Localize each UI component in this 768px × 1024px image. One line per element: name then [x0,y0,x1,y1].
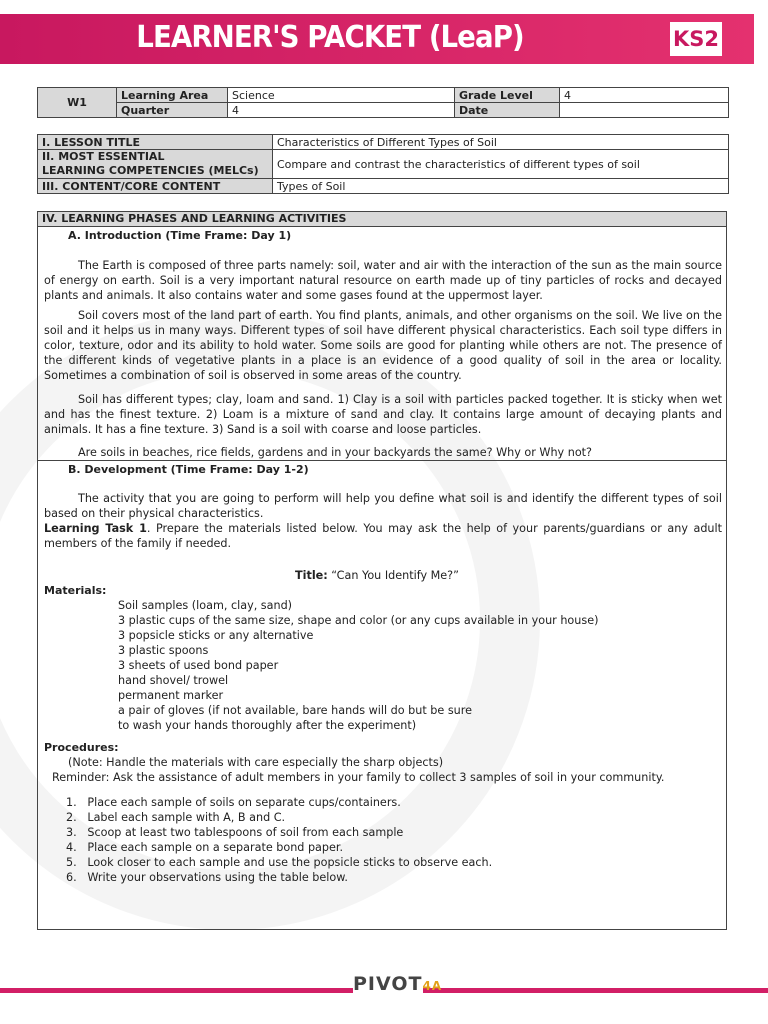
content-value: Types of Soil [273,179,729,194]
lesson-title-label: I. LESSON TITLE [38,135,273,150]
quarter-value: 4 [228,103,455,118]
procedures-reminder: Reminder: Ask the assistance of adult members in your family to collect 3 samples of soil in your community. [52,771,665,784]
procedure-step: 2. Label each sample with A, B and C. [66,811,286,824]
learning-area-label: Learning Area [117,88,228,103]
melcs-value: Compare and contrast the characteristics of different types of soil [273,150,729,179]
pivot-logo: PIVOT4A [353,970,423,998]
header-banner [0,14,754,64]
introduction-section [37,211,727,461]
learning-task-paragraph [44,521,722,551]
material-item: 3 popsicle sticks or any alternative [118,629,314,642]
material-item: hand shovel/ trowel [118,674,229,687]
procedure-step: 3. Scoop at least two tablespoons of soil from each sample [66,826,404,839]
materials-label: Materials: [44,584,107,597]
activity-title-text: “Can You Identify Me?” [331,569,459,582]
intro-paragraph-3: Soil has different types; clay, loam and sand. 1) Clay is a soil with particles packed together. It is sticky when wet and has the finest texture. 2) Loam is a mixture of sand and clay. It contains large amount of decaying plants and animals. It has a fine texture. 3) Sand is a soil with coarse and loose particles. [44,393,722,436]
introduction-heading: A. Introduction (Time Frame: Day 1) [68,229,292,242]
lesson-title-value: Characteristics of Different Types of Soil [273,135,729,150]
procedures-note: (Note: Handle the materials with care especially the sharp objects) [68,756,444,769]
intro-paragraph-1: The Earth is composed of three parts namely: soil, water and air with the interaction of the sun as the main source of energy on earth. Soil is a very important natural resource on earth made up of tiny particles of rocks and decayed plants and animals. It also contains water and some gases found at the uppermost layer. [44,259,722,302]
date-value [560,103,729,118]
activity-title-label: Title: [295,569,328,582]
grade-level-value: 4 [560,88,729,103]
material-item: permanent marker [118,689,224,702]
material-item: 3 sheets of used bond paper [118,659,279,672]
materials-list [118,598,598,733]
intro-question: Are soils in beaches, rice fields, gardens and in your backyards the same? Why or Why not? [78,446,592,459]
development-paragraph: The activity that you are going to perform will help you define what soil is and identify the different types of soil based on their physical characteristics. [44,492,722,520]
development-heading: B. Development (Time Frame: Day 1-2) [68,463,309,476]
packet-title: LEARNER'S PACKET (LeaP) [136,20,524,55]
ks2-badge: KS2 [670,22,722,56]
procedure-steps [66,795,492,885]
melcs-label: II. MOST ESSENTIAL LEARNING COMPETENCIES (MELCs) [38,150,273,179]
lesson-table [37,134,729,194]
material-item: a pair of gloves (if not available, bare hands will do but be sure [118,704,473,717]
activity-title [295,569,459,582]
date-label: Date [455,103,560,118]
week-cell: W1 [38,88,117,118]
procedure-step: 4. Place each sample on a separate bond paper. [66,841,344,854]
quarter-label: Quarter [117,103,228,118]
development-section [37,461,727,930]
procedure-step: 5. Look closer to each sample and use the popsicle sticks to observe each. [66,856,493,869]
content-label: III. CONTENT/CORE CONTENT [38,179,273,194]
phases-title: IV. LEARNING PHASES AND LEARNING ACTIVITIES [38,212,726,227]
material-item: 3 plastic cups of the same size, shape and color (or any cups available in your house) [118,614,599,627]
material-item: to wash your hands thoroughly after the experiment) [118,719,417,732]
grade-level-label: Grade Level [455,88,560,103]
learning-area-value: Science [228,88,455,103]
learning-task-text: . Prepare the materials listed below. You may ask the help of your parents/guardians or any adult members of the family if needed. [44,522,723,550]
procedure-step: 6. Write your observations using the table below. [66,871,348,884]
info-table [37,87,729,118]
learning-task-label: Learning Task 1 [44,522,147,535]
procedures-label: Procedures: [44,741,119,754]
material-item: Soil samples (loam, clay, sand) [118,599,293,612]
intro-paragraph-2: Soil covers most of the land part of earth. You find plants, animals, and other organisms on the soil. We live on the soil and it helps us in many ways. Different types of soil have different physical characteristics. Each soil type differs in color, texture, odor and its ability to hold water. Some soils are good for planting while others are not. The presence of the different kinds of vegetative plants in a place is an evidence of a good quality of soil in the area or locality. Sometimes a combination of soil is observed in some areas of the country. [44,309,722,382]
material-item: 3 plastic spoons [118,644,209,657]
procedure-step: 1. Place each sample of soils on separate cups/containers. [66,796,401,809]
